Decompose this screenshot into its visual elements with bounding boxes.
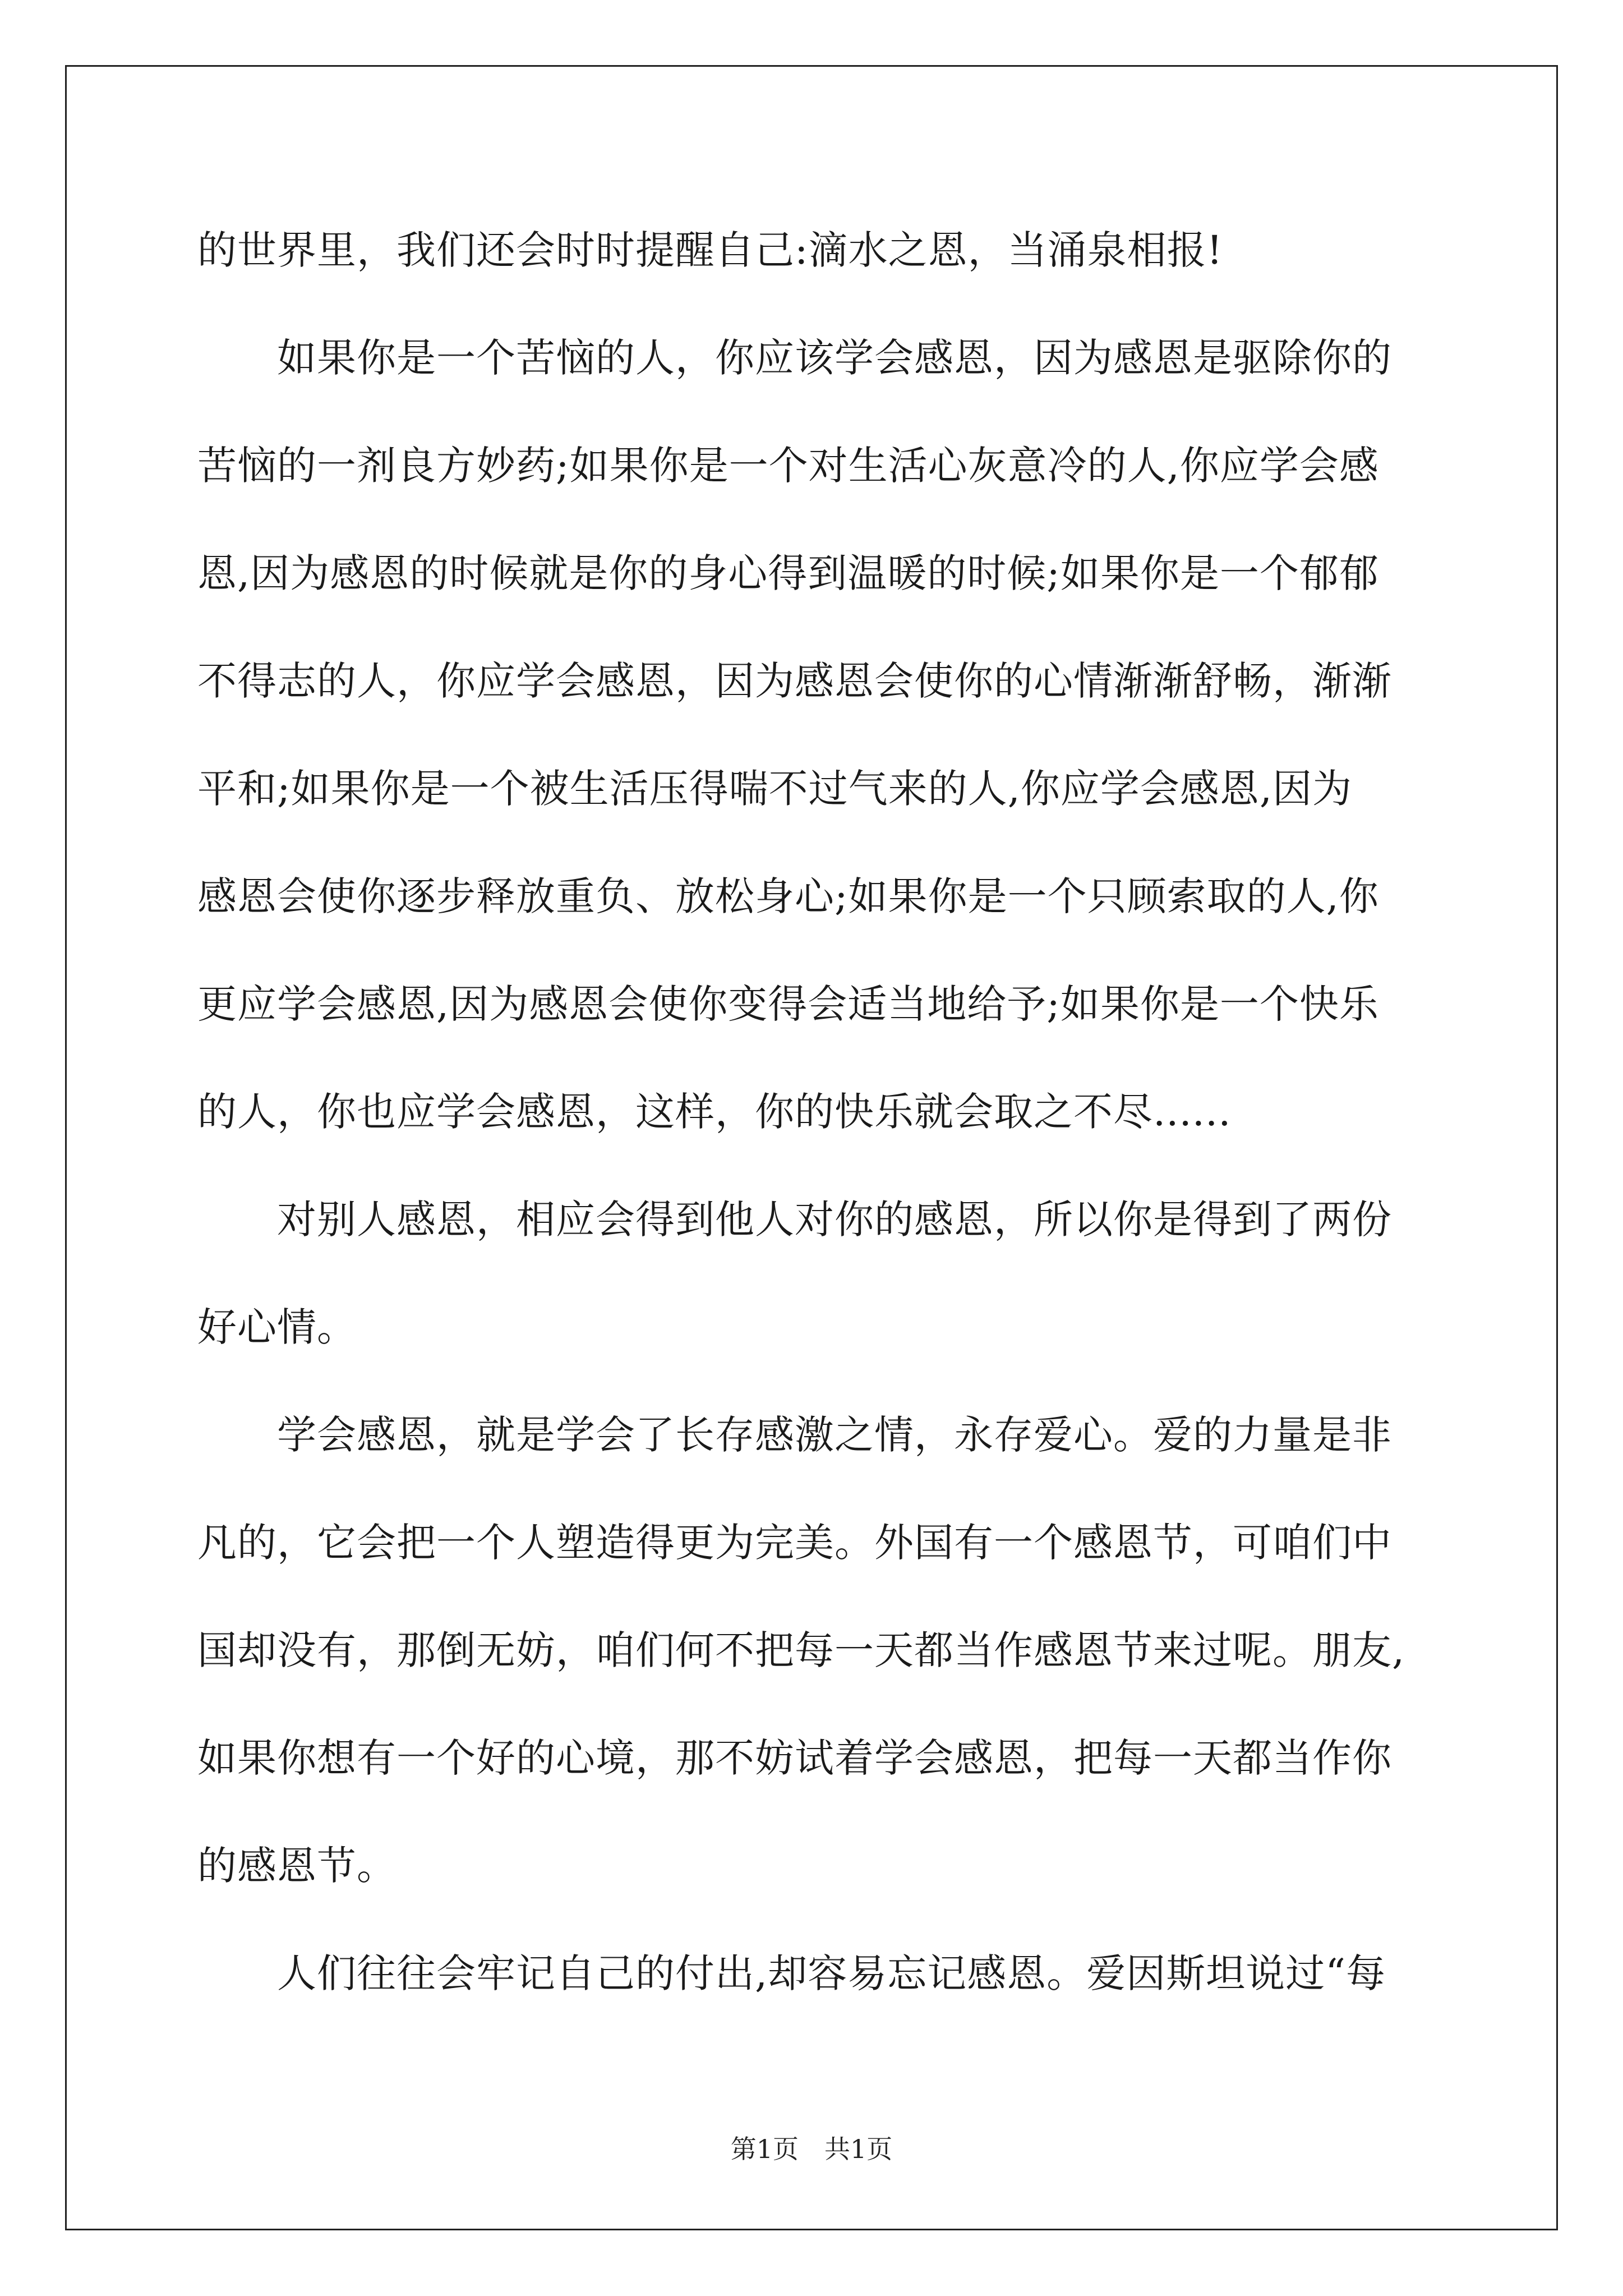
text-line: 学会感恩，就是学会了长存感激之情，永存爱心。爱的力量是非 (197, 1412, 1392, 1458)
text-line: 苦恼的一剂良方妙药;如果你是一个对生活心灰意冷的人,你应学会感 (197, 443, 1379, 489)
text-line: 的世界里，我们还会时时提醒自己:滴水之恩，当涌泉相报! (197, 227, 1223, 273)
document-body (197, 196, 1426, 2027)
text-line: 的感恩节。 (197, 1843, 396, 1889)
text-line: 对别人感恩，相应会得到他人对你的感恩，所以你是得到了两份 (197, 1197, 1392, 1243)
text-line: 好心情。 (197, 1304, 357, 1350)
text-line: 凡的，它会把一个人塑造得更为完美。外国有一个感恩节，可咱们中 (197, 1520, 1392, 1566)
text-line: 恩,因为感恩的时候就是你的身心得到温暖的时候;如果你是一个郁郁 (197, 550, 1379, 596)
text-line: 感恩会使你逐步释放重负、放松身心;如果你是一个只顾索取的人,你 (197, 873, 1379, 919)
text-line: 如果你是一个苦恼的人，你应该学会感恩，因为感恩是驱除你的 (197, 335, 1392, 381)
page-footer: 第1页 共1页 (730, 2134, 893, 2164)
text-line: 更应学会感恩,因为感恩会使你变得会适当地给予;如果你是一个快乐 (197, 981, 1379, 1027)
text-line: 如果你想有一个好的心境，那不妨试着学会感恩，把每一天都当作你 (197, 1735, 1392, 1781)
text-line: 的人，你也应学会感恩，这样，你的快乐就会取之不尽...... (197, 1089, 1232, 1135)
text-line: 不得志的人，你应学会感恩，因为感恩会使你的心情渐渐舒畅，渐渐 (197, 658, 1392, 704)
text-line: 国却没有，那倒无妨，咱们何不把每一天都当作感恩节来过呢。朋友, (197, 1627, 1405, 1673)
text-line: 平和;如果你是一个被生活压得喘不过气来的人,你应学会感恩,因为 (197, 766, 1353, 812)
text-line: 人们往往会牢记自己的付出,却容易忘记感恩。爱因斯坦说过“每 (197, 1950, 1386, 1996)
